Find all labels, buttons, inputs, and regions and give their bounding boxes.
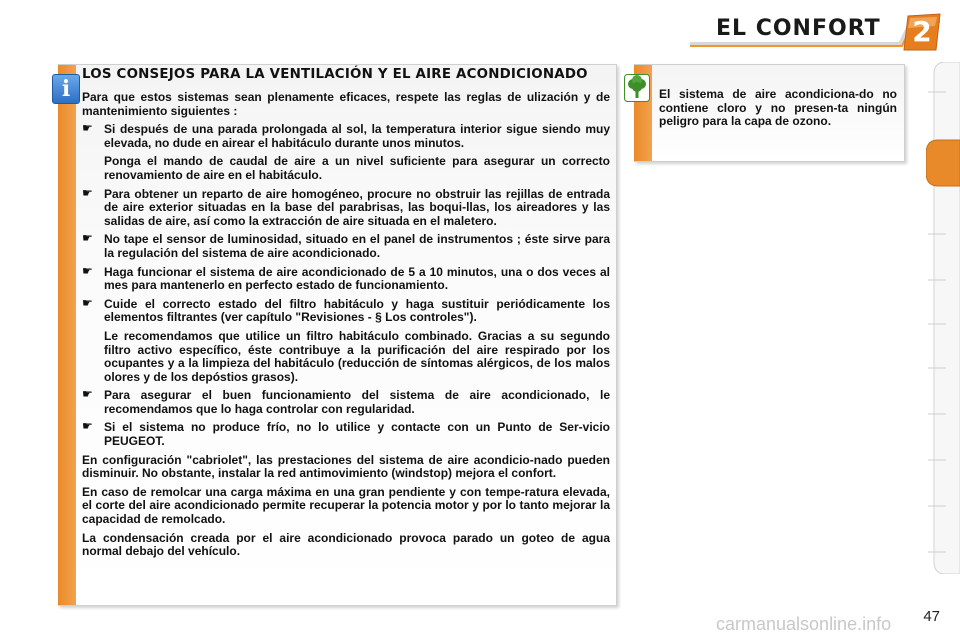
- closing-paragraph: En configuración "cabriolet", las prestaciones del sistema de aire acondicio-nado pueden disminuir. No obstante, instalar la red antimovimiento (windstop) mejora el confort.: [82, 452, 610, 481]
- pointing-hand-icon: ☛: [82, 231, 93, 246]
- bullet-text: Para obtener un reparto de aire homogéneo, procure no obstruir las rejillas de entrada de aire exterior situadas en la base del parabrisas, las boqui-llas, los aireadores y las salidas de aire, así como la extracción de aire situada en el maletero.: [104, 186, 610, 228]
- pointing-hand-icon: ☛: [82, 185, 93, 200]
- bullet-item: [82, 263, 610, 293]
- chapter-number: 2: [912, 15, 932, 48]
- bullet-text: Si después de una parada prolongada al sol, la temperatura interior sigue siendo muy elevada, no dude en airear el habitáculo durante unos minutos.: [104, 122, 610, 150]
- closing-paragraph: La condensación creada por el aire acondicionado provoca parado un goteo de agua normal debajo del vehículo.: [82, 530, 610, 559]
- page-title: EL CONFORT: [716, 16, 881, 41]
- bullet-item: [82, 421, 610, 448]
- pointing-hand-icon: ☛: [82, 295, 93, 310]
- bullet-item: [82, 233, 610, 260]
- bullet-text: Haga funcionar el sistema de aire acondicionado de 5 a 10 minutos, una o dos veces al mes para mantenerlo en perfecto estado de funcionamiento.: [104, 264, 610, 293]
- info-icon: i: [52, 74, 80, 104]
- page-number: 47: [923, 608, 940, 625]
- pointing-hand-icon: ☛: [82, 121, 93, 136]
- bullet-item: [82, 389, 610, 416]
- bullet-text: No tape el sensor de luminosidad, situado en el panel de instrumentos ; éste sirve para la regulación del sistema de aire acondicionado.: [104, 232, 610, 260]
- section-title: LOS CONSEJOS PARA LA VENTILACIÓN Y EL AIRE ACONDICIONADO: [82, 67, 588, 82]
- closing-paragraph: En caso de remolcar una carga máxima en una gran pendiente y con tempe-ratura elevada, el corte del aire acondicionado permite recuperar la potencia motor y por lo tanto mejorar la capacidad de remolcado.: [82, 484, 610, 527]
- bullet-subparagraph: Ponga el mando de caudal de aire a un nivel suficiente para asegurar un correcto renovamiento de aire en el habitáculo.: [104, 154, 610, 182]
- bullet-text: Si el sistema no produce frío, no lo utilice y contacte con un Punto de Ser-vicio PEUGEOT.: [104, 420, 610, 449]
- bullet-item: [82, 185, 610, 229]
- info-content: [82, 68, 610, 564]
- tree-icon: [624, 74, 650, 102]
- watermark: carmanualsonline.info: [716, 614, 892, 634]
- bullet-subparagraph: Le recomendamos que utilice un filtro habitáculo combinado. Gracias a su segundo filtro activo específico, éste contribuye a la purificación del aire respirado por los ocupantes y a la limpieza del habitáculo (reducción de síntomas alérgicos, de los malos olores y de los depóstios grasos).: [104, 328, 610, 384]
- bullet-item: [82, 123, 610, 150]
- pointing-hand-icon: ☛: [82, 419, 93, 434]
- chapter-side-tabs: [926, 62, 960, 574]
- info-panel-stripe: [58, 65, 76, 605]
- bullet-text: Para asegurar el buen funcionamiento del sistema de aire acondicionado, le recomendamos que lo haga controlar con regularidad.: [104, 388, 610, 416]
- intro-paragraph: Para que estos sistemas sean plenamente eficaces, respete las reglas de ulización y de mantenimiento siguientes :: [82, 90, 610, 118]
- eco-note: El sistema de aire acondiciona-do no contiene cloro y no presen-ta ningún peligro para la capa de ozono.: [659, 87, 897, 129]
- bullet-text: Cuide el correcto estado del filtro habitáculo y haga sustituir periódicamente los elementos filtrantes (ver capítulo "Revisiones - § Los controles").: [104, 296, 610, 325]
- pointing-hand-icon: ☛: [82, 387, 93, 402]
- pointing-hand-icon: ☛: [82, 263, 93, 278]
- bullet-item: [82, 295, 610, 325]
